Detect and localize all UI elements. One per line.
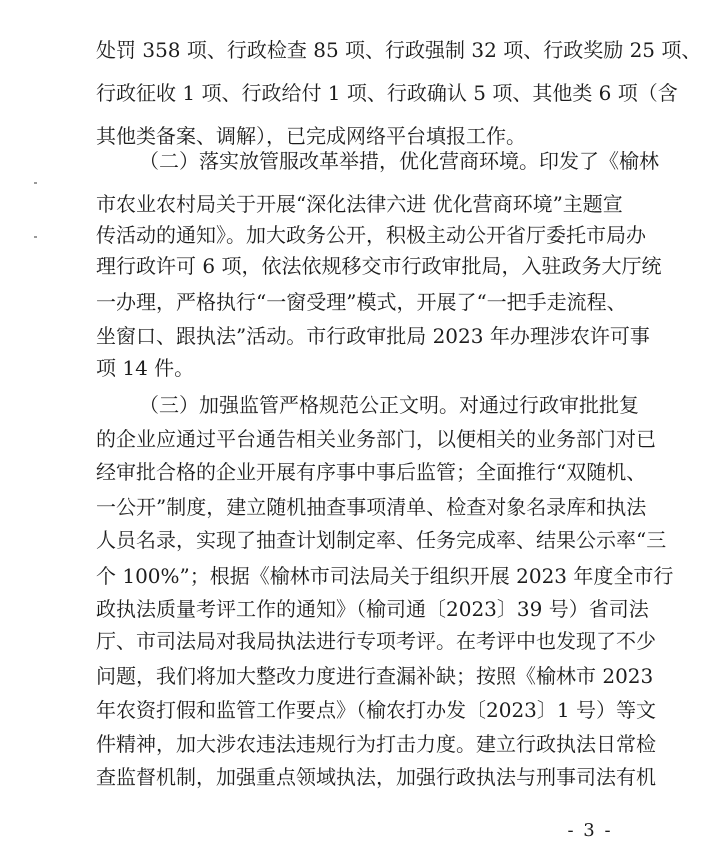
section-heading-line: （二）落实放管服改革举措，优化营商环境。印发了《榆林: [139, 149, 659, 173]
body-text-line: 坐窗口、跟执法”活动。市行政审批局 2023 年办理涉农许可事: [96, 324, 650, 348]
body-text-line: 件精神，加大涉农违法违规行为打击力度。建立行政执法日常检: [96, 732, 656, 756]
body-text-line: 政执法质量考评工作的通知》（榆司通〔2023〕39 号）省司法: [96, 597, 649, 621]
body-text-line: 问题，我们将加大整改力度进行查漏补缺；按照《榆林市 2023: [96, 664, 654, 688]
body-text-line: 年农资打假和监管工作要点》（榆农打办发〔2023〕1 号）等文: [96, 698, 656, 722]
body-text-line: 项 14 件。: [96, 356, 195, 380]
section-heading-line: （三）加强监管严格规范公正文明。对通过行政审批批复: [139, 393, 639, 417]
scan-speck: [34, 236, 37, 238]
page-number: - 3 -: [567, 820, 613, 841]
body-text-line: 其他类备案、调解），已完成网络平台填报工作。: [96, 124, 526, 148]
body-text-line: 一办理，严格执行“一窗受理”模式，开展了“一把手走流程、: [96, 290, 627, 314]
body-text-line: 厅、市司法局对我局执法进行专项考评。在考评中也发现了不少: [96, 629, 656, 653]
body-text-line: 市农业农村局关于开展“深化法律六进 优化营商环境”主题宣: [96, 192, 623, 216]
body-text-line: 人员名录，实现了抽查计划制定率、任务完成率、结果公示率“三: [96, 528, 667, 552]
body-text-line: 理行政许可 6 项，依法依规移交市行政审批局，入驻政务大厅统: [96, 254, 662, 278]
body-text-line: 一公开”制度，建立随机抽查事项清单、检查对象名录库和执法: [96, 495, 647, 519]
body-text-line: 处罚 358 项、行政检查 85 项、行政强制 32 项、行政奖励 25 项、: [96, 38, 702, 62]
body-text-line: 传活动的通知》。加大政务公开，积极主动公开省厅委托市局办: [96, 223, 646, 247]
body-text-line: 行政征收 1 项、行政给付 1 项、行政确认 5 项、其他类 6 项（含: [96, 81, 678, 105]
body-text-line: 的企业应通过平台通告相关业务部门，以便相关的业务部门对已: [96, 427, 656, 451]
scan-speck: [34, 182, 37, 184]
body-text-line: 查监督机制，加强重点领域执法，加强行政执法与刑事司法有机: [96, 765, 656, 789]
body-text-line: 个 100%”；根据《榆林市司法局关于组织开展 2023 年度全市行: [96, 564, 674, 588]
body-text-line: 经审批合格的企业开展有序事中事后监管；全面推行“双随机、: [96, 460, 647, 484]
